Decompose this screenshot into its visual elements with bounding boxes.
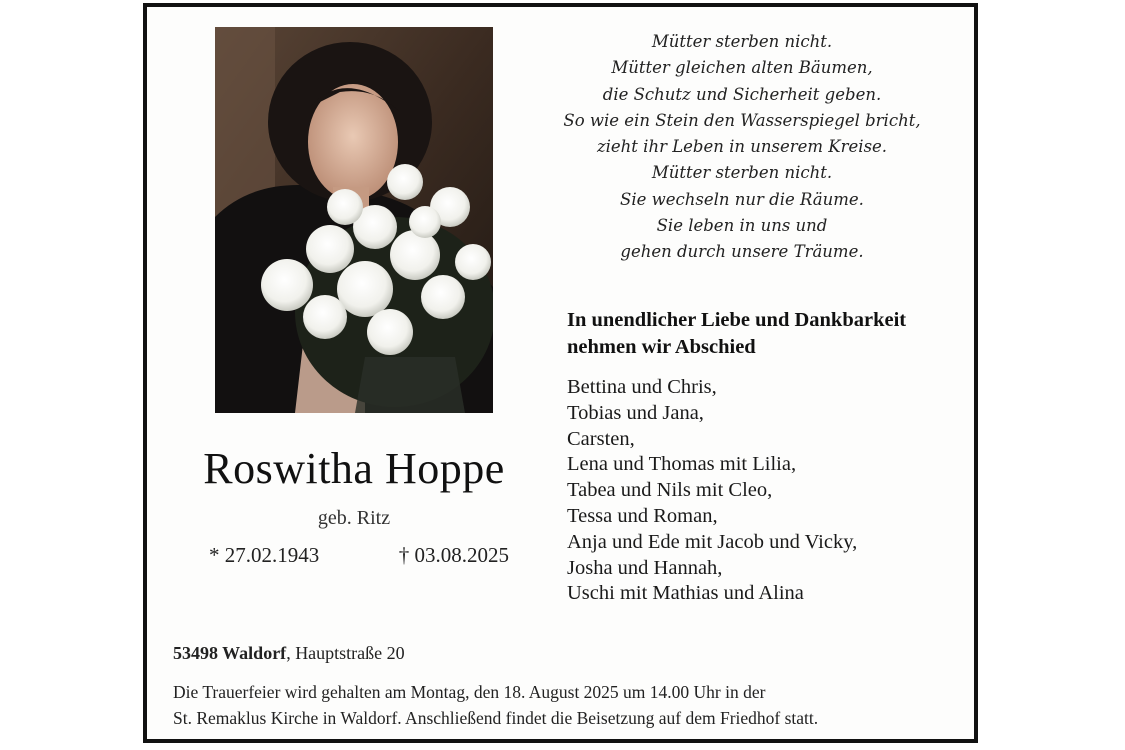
family-member: Lena und Thomas mit Lilia, — [567, 453, 797, 476]
poem-line: die Schutz und Sicherheit geben. — [602, 84, 882, 104]
service-line: St. Remaklus Kirche in Waldorf. Anschließend findet die Beisetzung auf dem Friedhof statt. — [173, 708, 819, 728]
family-list — [567, 375, 977, 607]
birth-date: * 27.02.1943 — [209, 543, 320, 567]
service-notice — [173, 679, 963, 731]
poem-line: Sie leben in uns und — [656, 216, 828, 236]
death-date: † 03.08.2025 — [398, 543, 509, 567]
farewell-line: nehmen wir Abschied — [567, 336, 756, 358]
portrait-photo — [215, 27, 493, 413]
postal-city: 53498 Waldorf — [173, 643, 287, 663]
service-line: Die Trauerfeier wird gehalten am Montag, den 18. August 2025 um 14.00 Uhr in der — [173, 682, 766, 702]
deceased-name: Roswitha Hoppe — [203, 444, 505, 493]
farewell-heading — [567, 307, 977, 361]
address — [173, 643, 873, 664]
obituary-card — [143, 3, 978, 743]
poem-line: So wie ein Stein den Wasserspiegel bricht, — [563, 110, 921, 130]
maiden-name: geb. Ritz — [317, 507, 391, 529]
family-member: Carsten, — [567, 427, 635, 450]
family-member: Tessa und Roman, — [567, 504, 718, 527]
poem-line: Sie wechseln nur die Räume. — [620, 189, 864, 209]
poem-line: Mütter gleichen alten Bäumen, — [611, 58, 873, 78]
poem-line: zieht ihr Leben in unserem Kreise. — [596, 137, 888, 157]
life-dates — [209, 543, 509, 568]
family-member: Bettina und Chris, — [567, 376, 717, 398]
family-member: Tobias und Jana, — [567, 401, 704, 424]
poem — [537, 29, 947, 266]
family-member: Tabea und Nils mit Cleo, — [567, 479, 773, 502]
family-member: Uschi mit Mathias und Alina — [567, 582, 804, 605]
poem-line: Mütter sterben nicht. — [651, 32, 833, 51]
farewell-line: In unendlicher Liebe und Dankbarkeit — [567, 309, 907, 331]
street: , Hauptstraße 20 — [286, 643, 405, 663]
poem-line: Mütter sterben nicht. — [651, 163, 833, 183]
poem-line: gehen durch unsere Träume. — [620, 242, 864, 262]
family-member: Anja und Ede mit Jacob und Vicky, — [567, 530, 858, 553]
family-member: Josha und Hannah, — [567, 556, 723, 579]
